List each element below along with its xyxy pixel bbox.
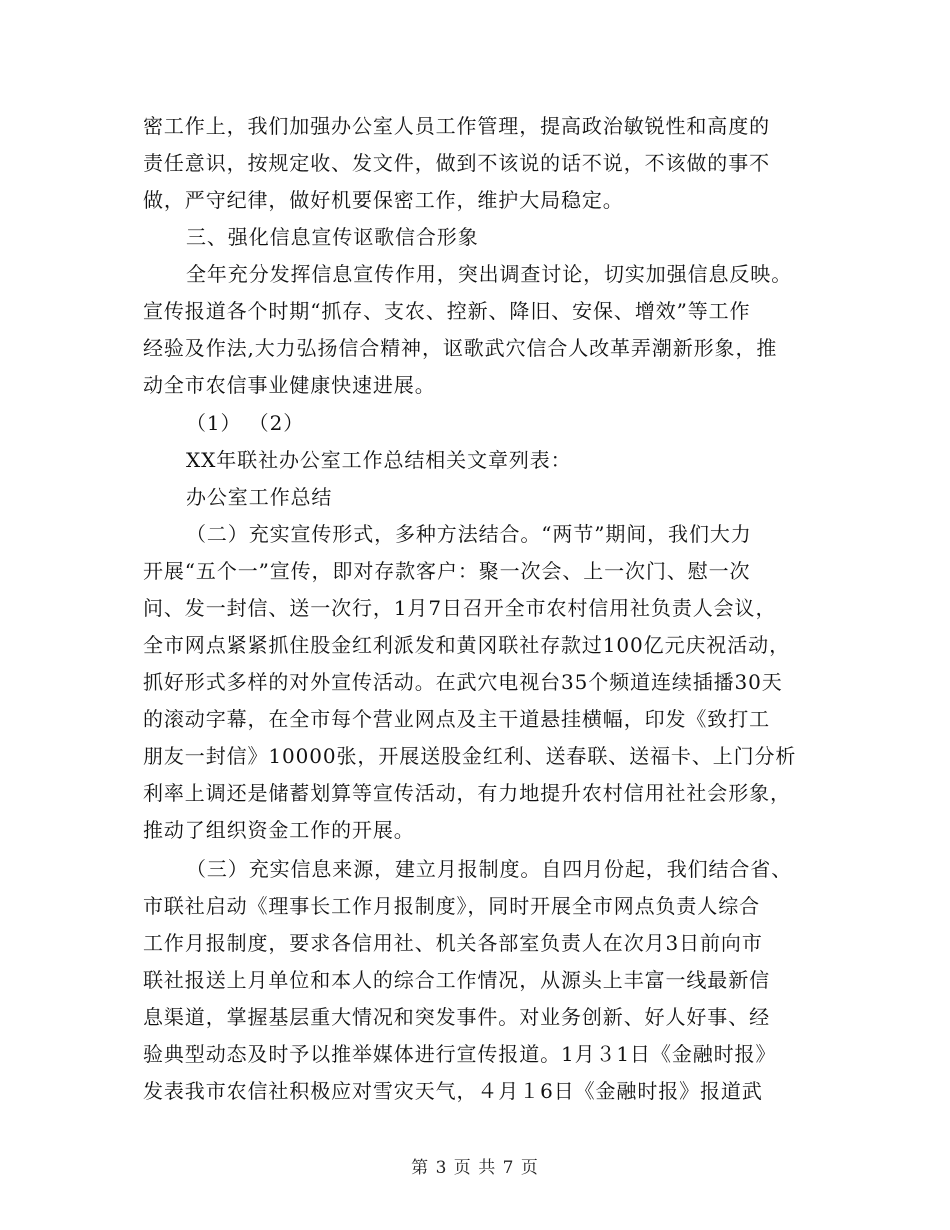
paragraph-line: 经验及作法,大力弘扬信合精神，讴歌武穴信合人改革弄潮新形象，推: [143, 336, 778, 360]
paragraph-line: 责任意识，按规定收、发文件，做到不该说的话不说，不该做的事不: [143, 151, 770, 175]
related-article-link[interactable]: 办公室工作总结: [186, 485, 333, 509]
paragraph-line: 发表我市农信社积极应对雪灾天气，４月１6日《金融时报》报道武: [143, 1079, 763, 1103]
paragraph-line: 动全市农信事业健康快速进展。: [143, 373, 436, 397]
paragraph-line: 全市网点紧紧抓住股金红利派发和黄冈联社存款过100亿元庆祝活动，: [143, 633, 790, 657]
paragraph-line: 开展“五个一”宣传，即对存款客户：聚一次会、上一次门、慰一次: [143, 559, 751, 583]
paragraph-line: （二）充实宣传形式，多种方法结合。“两节”期间，我们大力: [186, 522, 752, 546]
section-heading: 三、强化信息宣传讴歌信合形象: [186, 225, 479, 249]
paragraph-line: 密工作上，我们加强办公室人员工作管理，提高政治敏锐性和高度的: [143, 114, 770, 138]
paragraph-line: 市联社启动《理事长工作月报制度》，同时开展全市网点负责人综合: [143, 894, 760, 918]
paragraph-line: 验典型动态及时予以推举媒体进行宣传报道。1月３1日《金融时报》: [143, 1042, 777, 1066]
paragraph-line: 问、发一封信、送一次行，1月7日召开全市农村信用社负责人会议，: [143, 596, 777, 620]
paragraph-line: （三）充实信息来源，建立月报制度。自四月份起，我们结合省、: [186, 857, 793, 881]
page-footer: 第 3 页 共 7 页: [411, 1158, 539, 1178]
paragraph-line: 宣传报道各个时期“抓存、支农、控新、降旧、安保、增效”等工作: [143, 299, 751, 323]
paragraph-line: 工作月报制度，要求各信用社、机关各部室负责人在次月3日前向市: [143, 931, 763, 955]
paragraph-line: 的滚动字幕，在全市每个营业网点及主干道悬挂横幅，印发《致打工: [143, 707, 770, 731]
paragraph-line: 朋友一封信》10000张，开展送股金红利、送春联、送福卡、上门分析: [143, 744, 797, 768]
page-reference-line: （1） （2）: [186, 411, 305, 435]
paragraph-line: 利率上调还是储蓄划算等宣传活动，有力地提升农村信用社社会形象，: [143, 781, 791, 805]
paragraph-line: 息渠道，掌握基层重大情况和突发事件。对业务创新、好人好事、经: [143, 1005, 770, 1029]
related-articles-heading: XX年联社办公室工作总结相关文章列表：: [186, 448, 572, 472]
paragraph-line: 抓好形式多样的对外宣传活动。在武穴电视台35个频道连续插播30天: [143, 670, 783, 694]
paragraph-line: 推动了组织资金工作的开展。: [143, 818, 415, 842]
paragraph-line: 全年充分发挥信息宣传作用，突出调查讨论，切实加强信息反映。: [186, 262, 793, 286]
paragraph-line: 联社报送上月单位和本人的综合工作情况，从源头上丰富一线最新信: [143, 968, 770, 992]
paragraph-line: 做，严守纪律，做好机要保密工作，维护大局稳定。: [143, 188, 624, 212]
